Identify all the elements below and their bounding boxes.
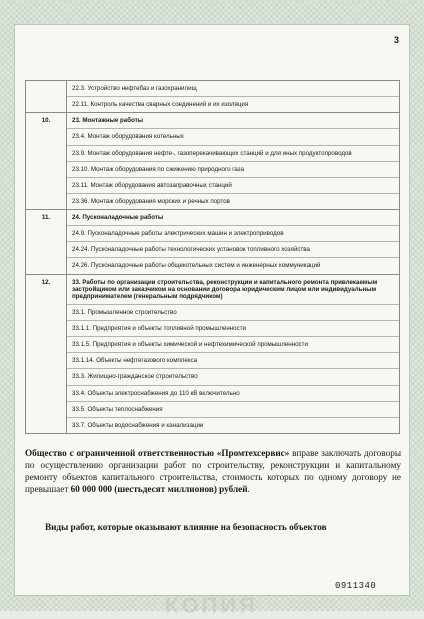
work-item: 33.5. Объекты теплоснабжения: [67, 401, 399, 417]
page-number: 3: [393, 35, 399, 45]
document-page: [14, 24, 410, 618]
safety-works-heading: Виды работ, которые оказывают влияние на безопасность объектов: [45, 522, 327, 532]
table-row: [26, 274, 400, 433]
table-row: [26, 210, 400, 275]
row-number: 11.: [26, 210, 67, 275]
work-item: 24.24. Пусконаладочные работы технологических установок топливного хозяйства: [67, 241, 399, 257]
work-item: 33.1. Промышленное строительство: [67, 304, 399, 320]
row-items: [67, 113, 400, 210]
work-group-heading: 23. Монтажные работы: [72, 117, 144, 125]
work-item: 33.3. Жилищно-гражданское строительство: [67, 368, 399, 384]
table-row: [26, 81, 400, 113]
permission-paragraph: [25, 447, 401, 495]
work-types-table: [25, 80, 400, 434]
work-item: 24.9. Пусконаладочные работы электрических машин и электроприводов: [67, 225, 399, 241]
work-item: 23.10. Монтаж оборудования по сжижению природного газа: [67, 161, 399, 177]
permission-text: вправе заключать договоры по осуществлению организации работ по строительству, реконструкции и капитальному ремонту объектов капитального строительства, стоимость которых по одному договору не превышает: [25, 448, 402, 494]
work-item: 33.1.5. Предприятия и объекты химической и нефтехимической промышленности: [67, 336, 399, 352]
work-item: 23.11. Монтаж оборудования автозаправочных станций: [67, 177, 399, 193]
contract-limit: 60 000 000 (шестьдесят миллионов) рублей: [70, 484, 248, 494]
row-items: [67, 81, 400, 113]
work-item: 33.1.1. Предприятия и объекты топливной промышленности: [67, 320, 399, 336]
row-number: 12.: [26, 274, 67, 433]
row-items: [67, 274, 400, 433]
copy-watermark: КОПИЯ: [165, 593, 258, 618]
company-name: Общество с ограниченной ответственностью «Промтехсервис»: [25, 448, 290, 458]
work-group-heading: 33. Работы по организации строительства, реконструкции и капитального ремонта привлекаемым застройщиком или заказчиком на основании договора юридическим лицом или индивидуальным предпринимателем (генеральным подрядчиком): [72, 278, 378, 300]
serial-number: 0911340: [335, 581, 377, 591]
work-item: 23.4. Монтаж оборудования котельных: [67, 128, 399, 144]
work-group-heading: 24. Пусконаладочные работы: [72, 214, 164, 221]
table-row: [26, 113, 400, 210]
row-number: [26, 81, 67, 113]
work-item: 33.4. Объекты электроснабжения до 110 кВ включительно: [67, 385, 399, 401]
row-items: [67, 210, 400, 275]
permission-tail: .: [247, 484, 250, 494]
work-item: 23.9. Монтаж оборудования нефте-, газоперекачивающих станций и для иных продуктопроводов: [67, 145, 399, 161]
work-item: 22.3. Устройство нефтебаз и газохранилищ: [72, 85, 197, 92]
work-item: 22.11. Контроль качества сварных соединений и их изоляция: [67, 96, 399, 112]
work-item: 23.36. Монтаж оборудования морских и речных портов: [67, 193, 399, 209]
work-item: 33.1.14. Объекты нефтегазового комплекса: [67, 352, 399, 368]
work-item: 33.7. Объекты водоснабжения и канализации: [67, 417, 399, 433]
row-number: 10.: [26, 113, 67, 210]
work-item: 24.26. Пусконаладочные работы общекотельных систем и инженерных коммуникаций: [67, 257, 399, 273]
